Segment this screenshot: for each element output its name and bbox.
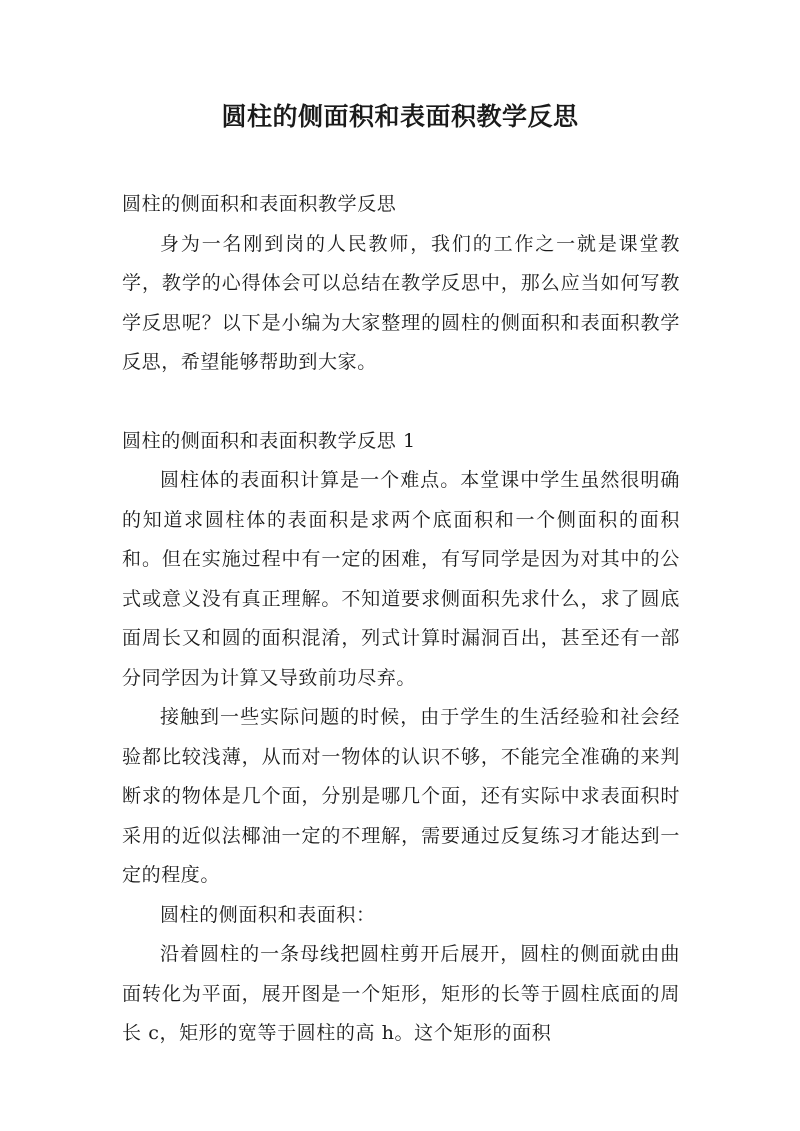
document-title: 圆柱的侧面积和表面积教学反思 xyxy=(221,102,579,131)
document-body xyxy=(122,185,680,1054)
section-1-heading: 圆柱的侧面积和表面积教学反思 1 xyxy=(122,429,416,452)
section-1-paragraph-2: 接触到一些实际问题的时候，由于学生的生活经验和社会经验都比较浅薄，从而对一物体的认识不够，不能完全准确的来判断求的物体是几个面，分别是哪几个面，还有实际中求表面积时采用的近似法椰油一定的不理解，需要通过反复练习才能达到一定的程度。 xyxy=(122,706,680,886)
section-1-paragraph-3: 圆柱的侧面积和表面积： xyxy=(160,903,376,926)
section-spacer xyxy=(122,383,680,422)
section-1-paragraph-4: 沿着圆柱的一条母线把圆柱剪开后展开，圆柱的侧面就由曲面转化为平面，展开图是一个矩形，矩形的长等于圆柱底面的周长 c，矩形的宽等于圆柱的高 h。这个矩形的面积 xyxy=(122,943,680,1044)
intro-heading: 圆柱的侧面积和表面积教学反思 xyxy=(122,193,397,215)
intro-paragraph: 身为一名刚到岗的人民教师，我们的工作之一就是课堂教学，教学的心得体会可以总结在教学反思中，那么应当如何写教学反思呢？以下是小编为大家整理的圆柱的侧面积和表面积教学反思，希望能够帮助到大家。 xyxy=(122,232,680,373)
section-1-paragraph-1: 圆柱体的表面积计算是一个难点。本堂课中学生虽然很明确的知道求圆柱体的表面积是求两个底面积和一个侧面积的面积和。但在实施过程中有一定的困难，有写同学是因为对其中的公式或意义没有真正理解。不知道要求侧面积先求什么，求了圆底面周长又和圆的面积混淆，列式计算时漏洞百出，甚至还有一部分同学因为计算又导致前功尽弃。 xyxy=(122,469,680,689)
